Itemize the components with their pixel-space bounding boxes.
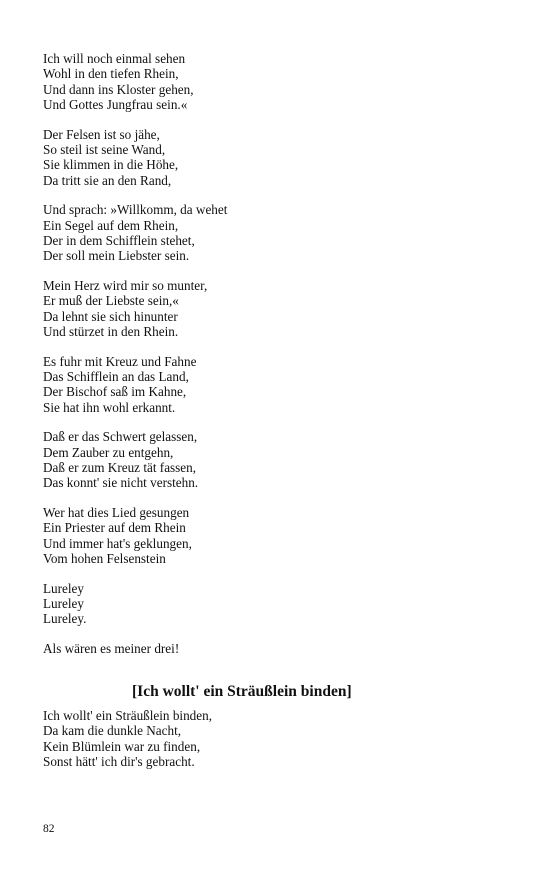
verse-line: Wer hat dies Lied gesungen — [43, 505, 190, 521]
verse-line: Ein Priester auf dem Rhein — [43, 520, 186, 536]
verse-line: Mein Herz wird mir so munter, — [43, 278, 208, 294]
stanza — [43, 581, 503, 627]
verse-line: Und immer hat's geklungen, — [43, 535, 192, 551]
verse-line: Da tritt sie an den Rand, — [43, 172, 172, 188]
verse-line: Wohl in den tiefen Rhein, — [43, 66, 179, 82]
stanza — [43, 202, 503, 263]
verse-line: Es fuhr mit Kreuz und Fahne — [43, 353, 197, 369]
stanza — [43, 278, 503, 339]
verse-line: Lureley — [43, 596, 85, 612]
verse-line: Der Bischof saß im Kahne, — [43, 384, 187, 400]
poem-title: [Ich wollt' ein Sträußlein binden] — [132, 683, 352, 700]
verse-line: Und Gottes Jungfrau sein.« — [43, 96, 188, 112]
verse-line: Da lehnt sie sich hinunter — [43, 308, 178, 324]
verse-line: Daß er zum Kreuz tät fassen, — [43, 460, 197, 476]
verse-line: Der Felsen ist so jähe, — [43, 126, 160, 142]
stanza — [43, 641, 503, 656]
verse-line: Sonst hätt' ich dir's gebracht. — [43, 753, 195, 769]
verse-line: Sie klimmen in die Höhe, — [43, 157, 179, 173]
verse-line: Und sprach: »Willkomm, da wehet — [43, 202, 228, 218]
verse-line: Lureley. — [43, 611, 87, 627]
verse-line: Und stürzet in den Rhein. — [43, 323, 179, 339]
verse-line: Da kam die dunkle Nacht, — [43, 723, 182, 739]
verse-line: Lureley — [43, 580, 85, 596]
poem-continuation — [43, 51, 503, 671]
stanza — [43, 429, 503, 490]
stanza — [43, 127, 503, 188]
verse-line: Als wären es meiner drei! — [43, 641, 180, 657]
verse-line: Sie hat ihn wohl erkannt. — [43, 399, 176, 415]
second-poem — [43, 682, 503, 769]
verse-line: Er muß der Liebste sein,« — [43, 293, 179, 309]
verse-line: Und dann ins Kloster gehen, — [43, 81, 194, 97]
verse-line: Der in dem Schifflein stehet, — [43, 232, 195, 248]
stanza — [43, 51, 503, 112]
stanza — [43, 354, 503, 415]
verse-line: So steil ist seine Wand, — [43, 141, 166, 157]
verse-line: Der soll mein Liebster sein. — [43, 248, 190, 264]
verse-line: Vom hohen Felsenstein — [43, 551, 166, 567]
stanza — [43, 505, 503, 566]
page-number: 82 — [43, 823, 55, 835]
verse-line: Das Schifflein an das Land, — [43, 369, 189, 385]
verse-line: Ich will noch einmal sehen — [43, 51, 186, 66]
verse-line: Das konnt' sie nicht verstehn. — [43, 475, 199, 491]
verse-line: Kein Blümlein war zu finden, — [43, 738, 201, 754]
verse-line: Ich wollt' ein Sträußlein binden, — [43, 708, 213, 723]
verse-line: Dem Zauber zu entgehn, — [43, 444, 174, 460]
verse-line: Daß er das Schwert gelassen, — [43, 429, 198, 445]
verse-line: Ein Segel auf dem Rhein, — [43, 217, 179, 233]
